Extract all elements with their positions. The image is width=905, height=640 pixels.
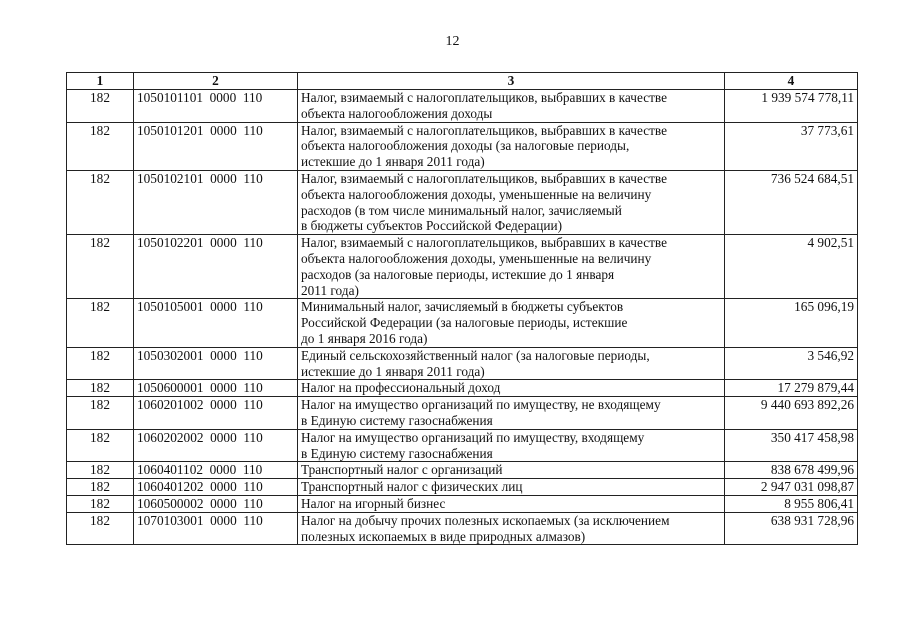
budget-code-cell: 1050600001 0000 110 [134,380,298,397]
amount-cell: 736 524 684,51 [725,170,858,234]
table-row [67,512,858,545]
amount-cell: 1 939 574 778,11 [725,90,858,123]
amount-cell: 350 417 458,98 [725,429,858,462]
table-row [67,235,858,299]
budget-code-cell: 1050101101 0000 110 [134,90,298,123]
table-row [67,170,858,234]
table-row [67,90,858,123]
revenue-name-cell: Транспортный налог с физических лиц [298,479,725,496]
admin-code-cell: 182 [67,512,134,545]
admin-code-cell: 182 [67,479,134,496]
admin-code-cell: 182 [67,462,134,479]
table-row [67,462,858,479]
column-header-1: 1 [67,73,134,90]
revenue-name-cell: Налог на имущество организаций по имуществу, не входящему в Единую систему газоснабжения [298,397,725,430]
budget-code-cell: 1050101201 0000 110 [134,122,298,170]
budget-code-cell: 1060401102 0000 110 [134,462,298,479]
amount-cell: 17 279 879,44 [725,380,858,397]
table-body [67,90,858,545]
revenue-name-cell: Единый сельскохозяйственный налог (за налоговые периоды, истекшие до 1 января 2011 года) [298,347,725,380]
table-row [67,347,858,380]
admin-code-cell: 182 [67,495,134,512]
page-number: 12 [445,34,460,49]
admin-code-cell: 182 [67,170,134,234]
admin-code-cell: 182 [67,299,134,347]
budget-code-cell: 1050102201 0000 110 [134,235,298,299]
table-row [67,429,858,462]
table-row [67,397,858,430]
amount-cell: 37 773,61 [725,122,858,170]
revenue-name-cell: Налог на имущество организаций по имуществу, входящему в Единую систему газоснабжения [298,429,725,462]
budget-code-cell: 1050302001 0000 110 [134,347,298,380]
revenue-name-cell: Налог, взимаемый с налогоплательщиков, выбравших в качестве объекта налогообложения доходы, уменьшенные на величину расходов (за налоговые периоды, истекшие до 1 января 2011 года) [298,235,725,299]
admin-code-cell: 182 [67,235,134,299]
revenue-name-cell: Налог на добычу прочих полезных ископаемых (за исключением полезных ископаемых в виде природных алмазов) [298,512,725,545]
amount-cell: 9 440 693 892,26 [725,397,858,430]
admin-code-cell: 182 [67,347,134,380]
budget-code-cell: 1060500002 0000 110 [134,495,298,512]
table-row [67,380,858,397]
budget-code-cell: 1050102101 0000 110 [134,170,298,234]
revenue-name-cell: Налог на профессиональный доход [298,380,725,397]
table-row [67,495,858,512]
amount-cell: 165 096,19 [725,299,858,347]
revenue-name-cell: Налог, взимаемый с налогоплательщиков, выбравших в качестве объекта налогообложения доходы (за налоговые периоды, истекшие до 1 января 2011 года) [298,122,725,170]
budget-code-cell: 1070103001 0000 110 [134,512,298,545]
budget-code-cell: 1050105001 0000 110 [134,299,298,347]
amount-cell: 638 931 728,96 [725,512,858,545]
table-row [67,122,858,170]
budget-code-cell: 1060202002 0000 110 [134,429,298,462]
revenue-table [66,72,858,545]
admin-code-cell: 182 [67,397,134,430]
amount-cell: 2 947 031 098,87 [725,479,858,496]
table-header-row [67,73,858,90]
amount-cell: 838 678 499,96 [725,462,858,479]
budget-code-cell: 1060401202 0000 110 [134,479,298,496]
column-header-2: 2 [134,73,298,90]
admin-code-cell: 182 [67,380,134,397]
revenue-name-cell: Налог на игорный бизнес [298,495,725,512]
table-row [67,479,858,496]
budget-code-cell: 1060201002 0000 110 [134,397,298,430]
revenue-name-cell: Транспортный налог с организаций [298,462,725,479]
admin-code-cell: 182 [67,429,134,462]
admin-code-cell: 182 [67,122,134,170]
column-header-4: 4 [725,73,858,90]
revenue-name-cell: Минимальный налог, зачисляемый в бюджеты субъектов Российской Федерации (за налоговые периоды, истекшие до 1 января 2016 года) [298,299,725,347]
admin-code-cell: 182 [67,90,134,123]
revenue-name-cell: Налог, взимаемый с налогоплательщиков, выбравших в качестве объекта налогообложения доходы [298,90,725,123]
amount-cell: 8 955 806,41 [725,495,858,512]
revenue-name-cell: Налог, взимаемый с налогоплательщиков, выбравших в качестве объекта налогообложения доходы, уменьшенные на величину расходов (в том числе минимальный налог, зачисляемый в бюджеты субъектов Российской Федерации) [298,170,725,234]
column-header-3: 3 [298,73,725,90]
amount-cell: 3 546,92 [725,347,858,380]
amount-cell: 4 902,51 [725,235,858,299]
table-row [67,299,858,347]
